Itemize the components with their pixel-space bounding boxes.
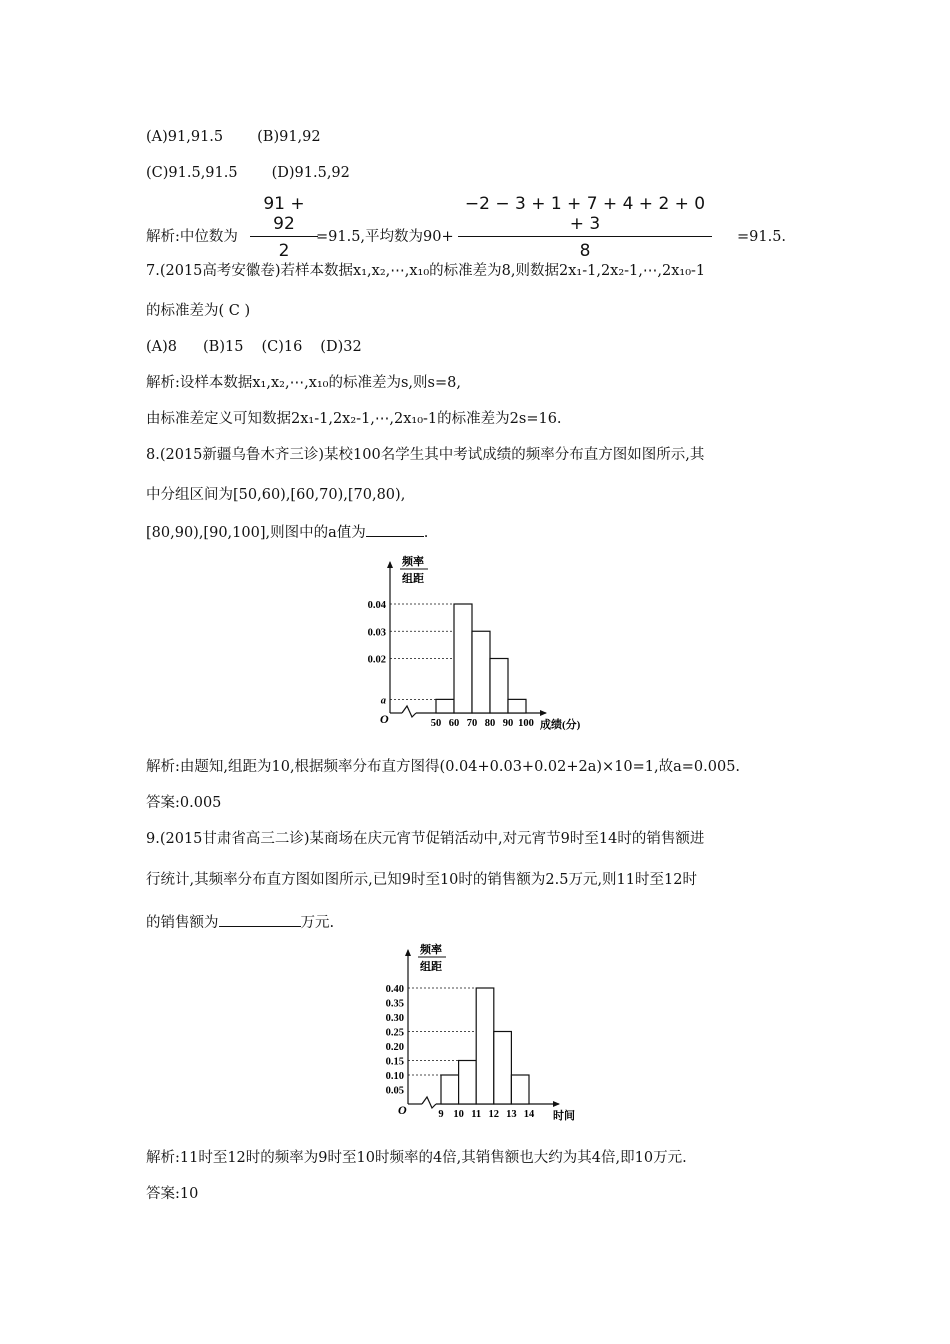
x-axis-arrow — [553, 1101, 560, 1107]
q8-solution: 解析:由题知,组距为10,根据频率分布直方图得(0.04+0.03+0.02+2a)×10=1,故a=0.005. — [146, 759, 741, 775]
y-label-bottom: 组距 — [402, 573, 424, 585]
histogram-bar-5 — [508, 699, 526, 713]
x-tick-label: 80 — [484, 718, 496, 729]
x-tick-label: 100 — [518, 718, 534, 729]
x-tick-label: 90 — [502, 718, 514, 729]
x-axis-arrow — [540, 710, 547, 716]
q7-solution-line2: 由标准差定义可知数据2x₁-1,2x₂-1,⋯,2x₁₀-1的标准差为2s=16. — [146, 411, 562, 427]
q8-stem-line3-text: [80,90),[90,100],则图中的a值为 — [146, 525, 366, 541]
q6-option-a: (A)91,91.5 — [146, 129, 224, 145]
q7-option-a: (A)8 — [146, 339, 178, 355]
x-tick-label: 12 — [488, 1109, 500, 1120]
q6-solution-mid: =91.5,平均数为90+ — [316, 229, 454, 245]
q6-fraction-mean — [458, 194, 712, 261]
q6-fraction-median-numerator: 91 + 92 — [250, 194, 318, 237]
histogram-bar-2 — [459, 1061, 477, 1105]
q7-stem-line2: 的标准差为( C ) — [146, 303, 251, 319]
q7-stem-line1: 7.(2015高考安徽卷)若样本数据x₁,x₂,⋯,x₁₀的标准差为8,则数据2x₁-1,2x₂-1,⋯,2x₁₀-1 — [146, 263, 706, 279]
q9-stem-line3-text: 的销售额为 — [146, 915, 219, 931]
q9-stem-line3-end: 万元. — [300, 915, 335, 931]
q7-option-b: (B)15 — [203, 339, 244, 355]
origin-label: O — [380, 712, 389, 726]
q8-answer-blank — [366, 522, 424, 537]
y-tick-label: 0.25 — [385, 1027, 404, 1039]
y-label-top: 频率 — [402, 556, 424, 568]
q7-option-d: (D)32 — [320, 339, 362, 355]
q8-histogram — [358, 550, 598, 740]
q6-option-b: (B)91,92 — [257, 129, 321, 145]
q9-stem-line1: 9.(2015甘肃省高三二诊)某商场在庆元宵节促销活动中,对元宵节9时至14时的销售额进 — [146, 831, 705, 847]
q6-options-row2 — [146, 163, 350, 183]
x-tick-label: 9 — [438, 1109, 444, 1120]
y-tick-label: 0.10 — [385, 1071, 404, 1082]
axis-break-zigzag — [402, 706, 416, 717]
origin-label: O — [398, 1103, 407, 1117]
y-tick-label: 0.30 — [385, 1013, 404, 1024]
q9-stem-line3 — [146, 912, 334, 933]
x-tick-label: 60 — [448, 718, 460, 729]
x-tick-label: 11 — [471, 1109, 482, 1120]
x-tick-label: 14 — [523, 1109, 535, 1120]
q6-option-c: (C)91.5,91.5 — [146, 165, 238, 181]
x-tick-label: 50 — [430, 718, 442, 729]
q8-stem-line1: 8.(2015新疆乌鲁木齐三诊)某校100名学生其中考试成绩的频率分布直方图如图所示,其 — [146, 447, 705, 463]
q7-solution-line1: 解析:设样本数据x₁,x₂,⋯,x₁₀的标准差为s,则s=8, — [146, 375, 461, 391]
x-axis-label: 时间 — [553, 1110, 575, 1122]
axis-break-zigzag — [422, 1097, 436, 1108]
x-tick-label: 70 — [466, 718, 478, 729]
q6-fraction-median — [250, 194, 318, 261]
y-tick-label: 0.40 — [385, 984, 404, 995]
q6-fraction-mean-denominator: 8 — [579, 241, 591, 261]
q8-stem-line3 — [146, 522, 428, 543]
q9-answer-blank — [219, 912, 301, 927]
histogram-bar-2 — [454, 604, 472, 713]
x-axis-label: 成绩(分) — [540, 719, 581, 731]
q6-fraction-mean-numerator: −2 − 3 + 1 + 7 + 4 + 2 + 0 + 3 — [458, 194, 712, 237]
histogram-bar-3 — [472, 631, 490, 713]
q6-fraction-median-denominator: 2 — [278, 241, 290, 261]
y-tick-label: 0.03 — [367, 627, 386, 639]
q6-solution-prefix: 解析:中位数为 — [146, 229, 238, 245]
y-axis-arrow — [405, 949, 411, 956]
q8-stem-line3-end: . — [423, 525, 429, 541]
q6-options-row1 — [146, 127, 321, 147]
y-tick-label: a — [380, 695, 386, 707]
q7-options — [146, 337, 362, 357]
histogram-bar-5 — [511, 1075, 529, 1104]
q6-option-d: (D)91.5,92 — [271, 165, 350, 181]
y-tick-label: 0.05 — [385, 1085, 404, 1097]
q8-answer: 答案:0.005 — [146, 795, 222, 811]
y-label-bottom: 组距 — [420, 961, 442, 973]
q9-stem-line2: 行统计,其频率分布直方图如图所示,已知9时至10时的销售额为2.5万元,则11时至12时 — [146, 872, 697, 888]
y-tick-label: 0.04 — [367, 600, 386, 611]
histogram-bar-4 — [494, 1032, 512, 1105]
histogram-bar-4 — [490, 659, 508, 714]
q8-stem-line2: 中分组区间为[50,60),[60,70),[70,80), — [146, 487, 406, 503]
q9-answer: 答案:10 — [146, 1186, 199, 1202]
y-axis-arrow — [387, 561, 393, 568]
q9-histogram — [370, 938, 600, 1133]
x-tick-label: 13 — [506, 1109, 517, 1120]
y-tick-label: 0.20 — [385, 1042, 404, 1053]
q7-option-c: (C)16 — [261, 339, 303, 355]
histogram-bar-1 — [441, 1075, 459, 1104]
y-label-top: 频率 — [420, 944, 442, 956]
q9-solution: 解析:11时至12时的频率为9时至10时频率的4倍,其销售额也大约为其4倍,即10万元. — [146, 1150, 687, 1166]
y-tick-label: 0.35 — [385, 998, 404, 1010]
y-tick-label: 0.15 — [385, 1056, 404, 1068]
y-tick-label: 0.02 — [367, 654, 386, 666]
histogram-bar-3 — [476, 988, 494, 1104]
x-tick-label: 10 — [453, 1109, 464, 1120]
q6-solution-end: =91.5. — [737, 229, 787, 245]
histogram-bar-1 — [436, 699, 454, 713]
